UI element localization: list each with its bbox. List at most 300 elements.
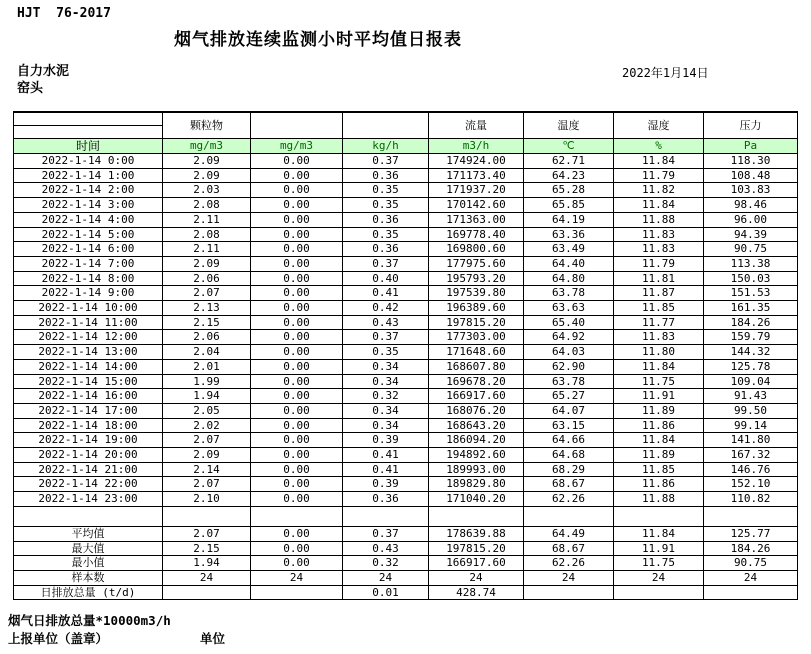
col-group-blank-1 [251, 112, 343, 139]
cell-value: 64.23 [524, 168, 614, 183]
cell-value: 0.00 [251, 183, 343, 198]
spacer-row [14, 506, 798, 526]
cell-value: 2.09 [163, 168, 251, 183]
cell-time: 2022-1-14 6:00 [14, 242, 163, 257]
cell-time: 2022-1-14 16:00 [14, 389, 163, 404]
cell-value: 11.77 [614, 315, 704, 330]
cell-value: 65.28 [524, 183, 614, 198]
cell-value: 68.29 [524, 462, 614, 477]
cell-value: 63.15 [524, 418, 614, 433]
table-row [14, 403, 798, 418]
cell-value: 0.35 [343, 183, 429, 198]
summary-label: 最小值 [14, 556, 163, 571]
cell-value: 0.00 [251, 374, 343, 389]
cell-value: 64.66 [524, 433, 614, 448]
cell-value: 2.14 [163, 462, 251, 477]
col-group-temperature: 温度 [524, 112, 614, 139]
summary-row [14, 556, 798, 571]
cell-value: 62.26 [524, 492, 614, 507]
cell-value: 177303.00 [429, 330, 524, 345]
cell-value: 0.00 [251, 198, 343, 213]
cell-time: 2022-1-14 17:00 [14, 403, 163, 418]
summary-body [14, 526, 798, 600]
cell-value: 110.82 [704, 492, 798, 507]
cell-time: 2022-1-14 1:00 [14, 168, 163, 183]
cell-value: 159.79 [704, 330, 798, 345]
table-row [14, 315, 798, 330]
blank-cell [163, 506, 251, 526]
cell-value: 0.00 [251, 462, 343, 477]
reporting-unit-label: 上报单位（盖章） [8, 631, 109, 646]
cell-value: 24 [524, 570, 614, 585]
total-emission-note: 烟气日排放总量*10000m3/h [8, 613, 171, 628]
cell-value: 11.91 [614, 541, 704, 556]
report-table [13, 111, 798, 600]
cell-value: 24 [614, 570, 704, 585]
cell-time: 2022-1-14 4:00 [14, 212, 163, 227]
cell-value: 0.41 [343, 448, 429, 463]
cell-value: 11.86 [614, 477, 704, 492]
table-row [14, 389, 798, 404]
cell-value [524, 585, 614, 600]
cell-value: 0.00 [251, 301, 343, 316]
cell-value: 169678.20 [429, 374, 524, 389]
cell-value: 90.75 [704, 556, 798, 571]
cell-value: 141.80 [704, 433, 798, 448]
table-row [14, 418, 798, 433]
cell-value: 166917.60 [429, 556, 524, 571]
cell-value: 168076.20 [429, 403, 524, 418]
cell-value: 171040.20 [429, 492, 524, 507]
cell-time: 2022-1-14 20:00 [14, 448, 163, 463]
cell-value: 2.05 [163, 403, 251, 418]
cell-value: 167.32 [704, 448, 798, 463]
cell-time: 2022-1-14 21:00 [14, 462, 163, 477]
cell-value: 24 [343, 570, 429, 585]
table-row [14, 168, 798, 183]
cell-value: 109.04 [704, 374, 798, 389]
cell-time: 2022-1-14 2:00 [14, 183, 163, 198]
table-row [14, 301, 798, 316]
cell-value: 0.00 [251, 227, 343, 242]
report-title: 烟气排放连续监测小时平均值日报表 [174, 30, 462, 50]
unit-kgh: kg/h [343, 139, 429, 154]
table-body [14, 154, 798, 507]
header-blank-bottom-cell [14, 126, 163, 139]
cell-value: 0.37 [343, 526, 429, 541]
cell-value: 11.79 [614, 256, 704, 271]
unit-celsius: ℃ [524, 139, 614, 154]
cell-value: 11.86 [614, 418, 704, 433]
table-row [14, 433, 798, 448]
cell-value: 11.87 [614, 286, 704, 301]
cell-value: 64.40 [524, 256, 614, 271]
cell-value: 0.35 [343, 345, 429, 360]
table-row [14, 286, 798, 301]
cell-value: 1.94 [163, 556, 251, 571]
blank-cell [343, 506, 429, 526]
cell-value: 0.34 [343, 403, 429, 418]
cell-value: 169800.60 [429, 242, 524, 257]
cell-value: 170142.60 [429, 198, 524, 213]
cell-value: 189829.80 [429, 477, 524, 492]
summary-row [14, 570, 798, 585]
cell-value: 94.39 [704, 227, 798, 242]
unit-percent: % [614, 139, 704, 154]
cell-value: 11.85 [614, 301, 704, 316]
cell-value: 197815.20 [429, 541, 524, 556]
cell-time: 2022-1-14 12:00 [14, 330, 163, 345]
cell-value: 108.48 [704, 168, 798, 183]
cell-value: 11.84 [614, 433, 704, 448]
cell-value: 11.89 [614, 403, 704, 418]
col-group-pressure: 压力 [704, 112, 798, 139]
cell-value: 0.00 [251, 168, 343, 183]
units-row [14, 139, 798, 154]
cell-time: 2022-1-14 19:00 [14, 433, 163, 448]
cell-time: 2022-1-14 15:00 [14, 374, 163, 389]
cell-value: 0.00 [251, 242, 343, 257]
cell-time: 2022-1-14 14:00 [14, 359, 163, 374]
cell-value: 0.41 [343, 286, 429, 301]
cell-value: 177975.60 [429, 256, 524, 271]
unit-m3h: m3/h [429, 139, 524, 154]
summary-label: 平均值 [14, 526, 163, 541]
cell-value: 0.34 [343, 359, 429, 374]
cell-value [704, 585, 798, 600]
cell-value: 64.68 [524, 448, 614, 463]
cell-value: 24 [251, 570, 343, 585]
table-row [14, 448, 798, 463]
cell-value: 96.00 [704, 212, 798, 227]
cell-value: 1.99 [163, 374, 251, 389]
cell-value [251, 585, 343, 600]
cell-value: 171363.00 [429, 212, 524, 227]
cell-value: 0.00 [251, 359, 343, 374]
cell-value: 64.07 [524, 403, 614, 418]
standard-code: HJT 76-2017 [17, 6, 111, 21]
cell-value: 0.36 [343, 212, 429, 227]
cell-value: 171173.40 [429, 168, 524, 183]
cell-value: 0.37 [343, 154, 429, 169]
cell-value: 197815.20 [429, 315, 524, 330]
cell-value: 11.79 [614, 168, 704, 183]
cell-value: 0.00 [251, 418, 343, 433]
cell-value: 152.10 [704, 477, 798, 492]
cell-value: 11.88 [614, 492, 704, 507]
cell-value: 90.75 [704, 242, 798, 257]
cell-value: 2.02 [163, 418, 251, 433]
cell-value: 62.90 [524, 359, 614, 374]
cell-time: 2022-1-14 3:00 [14, 198, 163, 213]
cell-value: 0.00 [251, 330, 343, 345]
cell-value: 0.43 [343, 541, 429, 556]
cell-value: 168607.80 [429, 359, 524, 374]
cell-value: 2.13 [163, 301, 251, 316]
cell-value: 113.38 [704, 256, 798, 271]
table-row [14, 227, 798, 242]
cell-value: 63.78 [524, 374, 614, 389]
cell-value: 0.00 [251, 389, 343, 404]
cell-value: 63.78 [524, 286, 614, 301]
cell-value: 0.37 [343, 256, 429, 271]
cell-value: 196389.60 [429, 301, 524, 316]
cell-value: 0.42 [343, 301, 429, 316]
cell-value: 118.30 [704, 154, 798, 169]
cell-value: 11.85 [614, 462, 704, 477]
cell-value: 11.83 [614, 330, 704, 345]
unit-pm-mgm3: mg/m3 [163, 139, 251, 154]
cell-value: 62.26 [524, 556, 614, 571]
cell-value: 0.32 [343, 556, 429, 571]
cell-value: 125.78 [704, 359, 798, 374]
cell-time: 2022-1-14 7:00 [14, 256, 163, 271]
cell-value: 2.07 [163, 526, 251, 541]
cell-value: 11.84 [614, 198, 704, 213]
cell-value: 0.00 [251, 433, 343, 448]
cell-value: 64.92 [524, 330, 614, 345]
cell-value: 99.14 [704, 418, 798, 433]
cell-value: 11.89 [614, 448, 704, 463]
cell-value: 0.36 [343, 492, 429, 507]
cell-time: 2022-1-14 8:00 [14, 271, 163, 286]
table-row [14, 154, 798, 169]
cell-value: 0.32 [343, 389, 429, 404]
cell-time: 2022-1-14 22:00 [14, 477, 163, 492]
cell-value: 65.40 [524, 315, 614, 330]
cell-time: 2022-1-14 10:00 [14, 301, 163, 316]
summary-label: 日排放总量 (t/d) [14, 585, 163, 600]
cell-value: 0.40 [343, 271, 429, 286]
cell-value: 64.80 [524, 271, 614, 286]
cell-value: 0.00 [251, 286, 343, 301]
cell-value: 150.03 [704, 271, 798, 286]
cell-value: 0.00 [251, 541, 343, 556]
table-row [14, 198, 798, 213]
cell-value: 68.67 [524, 541, 614, 556]
cell-value: 0.00 [251, 403, 343, 418]
cell-time: 2022-1-14 23:00 [14, 492, 163, 507]
table-row [14, 256, 798, 271]
cell-value: 144.32 [704, 345, 798, 360]
cell-value: 178639.88 [429, 526, 524, 541]
col-group-blank-2 [343, 112, 429, 139]
cell-value: 2.07 [163, 286, 251, 301]
col-group-flow: 流量 [429, 112, 524, 139]
cell-value: 11.88 [614, 212, 704, 227]
cell-value: 11.80 [614, 345, 704, 360]
cell-value: 11.75 [614, 556, 704, 571]
cell-value: 64.19 [524, 212, 614, 227]
cell-value: 24 [163, 570, 251, 585]
cell-value: 2.11 [163, 242, 251, 257]
cell-value: 0.00 [251, 526, 343, 541]
cell-value: 11.82 [614, 183, 704, 198]
cell-value: 0.36 [343, 168, 429, 183]
cell-value: 11.84 [614, 154, 704, 169]
cell-value: 64.49 [524, 526, 614, 541]
cell-value: 0.01 [343, 585, 429, 600]
cell-value: 0.00 [251, 556, 343, 571]
cell-value: 98.46 [704, 198, 798, 213]
cell-value: 195793.20 [429, 271, 524, 286]
cell-value [163, 585, 251, 600]
cell-value: 169778.40 [429, 227, 524, 242]
table-row [14, 212, 798, 227]
cell-value: 11.83 [614, 242, 704, 257]
cell-value: 0.43 [343, 315, 429, 330]
cell-value: 0.39 [343, 433, 429, 448]
cell-value: 2.09 [163, 448, 251, 463]
cell-value: 63.63 [524, 301, 614, 316]
cell-value: 2.08 [163, 227, 251, 242]
cell-value: 11.91 [614, 389, 704, 404]
cell-value: 0.00 [251, 271, 343, 286]
blank-cell [251, 506, 343, 526]
cell-value: 184.26 [704, 541, 798, 556]
cell-value: 125.77 [704, 526, 798, 541]
cell-value: 11.84 [614, 359, 704, 374]
cell-value: 11.81 [614, 271, 704, 286]
cell-value: 2.04 [163, 345, 251, 360]
table-row [14, 374, 798, 389]
cell-value: 2.15 [163, 541, 251, 556]
cell-value: 2.10 [163, 492, 251, 507]
cell-time: 2022-1-14 18:00 [14, 418, 163, 433]
table-row [14, 359, 798, 374]
cell-value: 197539.80 [429, 286, 524, 301]
blank-cell [704, 506, 798, 526]
spacer-body [14, 506, 798, 526]
cell-value: 0.34 [343, 374, 429, 389]
cell-value: 0.41 [343, 462, 429, 477]
cell-value: 0.00 [251, 448, 343, 463]
group-header-row [14, 112, 798, 126]
table-row [14, 271, 798, 286]
cell-value: 171648.60 [429, 345, 524, 360]
table-row [14, 330, 798, 345]
summary-label: 样本数 [14, 570, 163, 585]
unit-pa: Pa [704, 139, 798, 154]
cell-value: 194892.60 [429, 448, 524, 463]
header-blank-top-cell [14, 112, 163, 126]
table-row [14, 242, 798, 257]
blank-cell [524, 506, 614, 526]
table-row [14, 492, 798, 507]
cell-value: 2.07 [163, 433, 251, 448]
table-row [14, 183, 798, 198]
cell-value: 63.36 [524, 227, 614, 242]
cell-value: 24 [429, 570, 524, 585]
cell-value: 63.49 [524, 242, 614, 257]
cell-value: 2.11 [163, 212, 251, 227]
cell-value: 146.76 [704, 462, 798, 477]
cell-value: 2.03 [163, 183, 251, 198]
cell-value: 2.08 [163, 198, 251, 213]
table-row [14, 462, 798, 477]
cell-value: 62.71 [524, 154, 614, 169]
cell-value: 2.06 [163, 330, 251, 345]
cell-value: 0.00 [251, 345, 343, 360]
cell-value [614, 585, 704, 600]
cell-value: 11.75 [614, 374, 704, 389]
summary-row [14, 541, 798, 556]
cell-value: 2.06 [163, 271, 251, 286]
cell-time: 2022-1-14 0:00 [14, 154, 163, 169]
cell-value: 0.34 [343, 418, 429, 433]
col-group-pm: 颗粒物 [163, 112, 251, 139]
blank-cell [614, 506, 704, 526]
cell-value: 0.00 [251, 154, 343, 169]
cell-value: 2.09 [163, 256, 251, 271]
cell-value: 0.00 [251, 477, 343, 492]
cell-value: 2.09 [163, 154, 251, 169]
cell-value: 0.35 [343, 198, 429, 213]
cell-value: 2.01 [163, 359, 251, 374]
table-row [14, 477, 798, 492]
company-name: 自力水泥 [17, 64, 70, 79]
cell-time: 2022-1-14 5:00 [14, 227, 163, 242]
cell-time: 2022-1-14 13:00 [14, 345, 163, 360]
cell-value: 65.85 [524, 198, 614, 213]
cell-value: 161.35 [704, 301, 798, 316]
cell-value: 103.83 [704, 183, 798, 198]
cell-value: 1.94 [163, 389, 251, 404]
cell-value: 64.03 [524, 345, 614, 360]
cell-value: 428.74 [429, 585, 524, 600]
cell-value: 99.50 [704, 403, 798, 418]
summary-label: 最大值 [14, 541, 163, 556]
cell-value: 168643.20 [429, 418, 524, 433]
cell-value: 91.43 [704, 389, 798, 404]
unit-mgm3: mg/m3 [251, 139, 343, 154]
unit-label: 单位 [200, 631, 226, 646]
col-group-humidity: 湿度 [614, 112, 704, 139]
table-row [14, 345, 798, 360]
cell-value: 0.00 [251, 256, 343, 271]
cell-value: 174924.00 [429, 154, 524, 169]
cell-value: 0.39 [343, 477, 429, 492]
report-date: 2022年1月14日 [622, 66, 709, 80]
cell-value: 0.37 [343, 330, 429, 345]
blank-cell [429, 506, 524, 526]
cell-value: 0.00 [251, 315, 343, 330]
cell-value: 2.07 [163, 477, 251, 492]
cell-value: 0.00 [251, 492, 343, 507]
cell-value: 11.83 [614, 227, 704, 242]
time-column-header: 时间 [14, 139, 163, 154]
station-name: 窑头 [17, 81, 44, 96]
summary-row [14, 585, 798, 600]
cell-value: 2.15 [163, 315, 251, 330]
cell-value: 189993.00 [429, 462, 524, 477]
cell-value: 184.26 [704, 315, 798, 330]
cell-value: 65.27 [524, 389, 614, 404]
cell-value: 68.67 [524, 477, 614, 492]
cell-value: 0.36 [343, 242, 429, 257]
blank-cell [14, 506, 163, 526]
cell-value: 11.84 [614, 526, 704, 541]
cell-value: 24 [704, 570, 798, 585]
cell-value: 166917.60 [429, 389, 524, 404]
cell-time: 2022-1-14 11:00 [14, 315, 163, 330]
cell-value: 151.53 [704, 286, 798, 301]
summary-row [14, 526, 798, 541]
cell-value: 171937.20 [429, 183, 524, 198]
cell-value: 186094.20 [429, 433, 524, 448]
cell-time: 2022-1-14 9:00 [14, 286, 163, 301]
cell-value: 0.35 [343, 227, 429, 242]
